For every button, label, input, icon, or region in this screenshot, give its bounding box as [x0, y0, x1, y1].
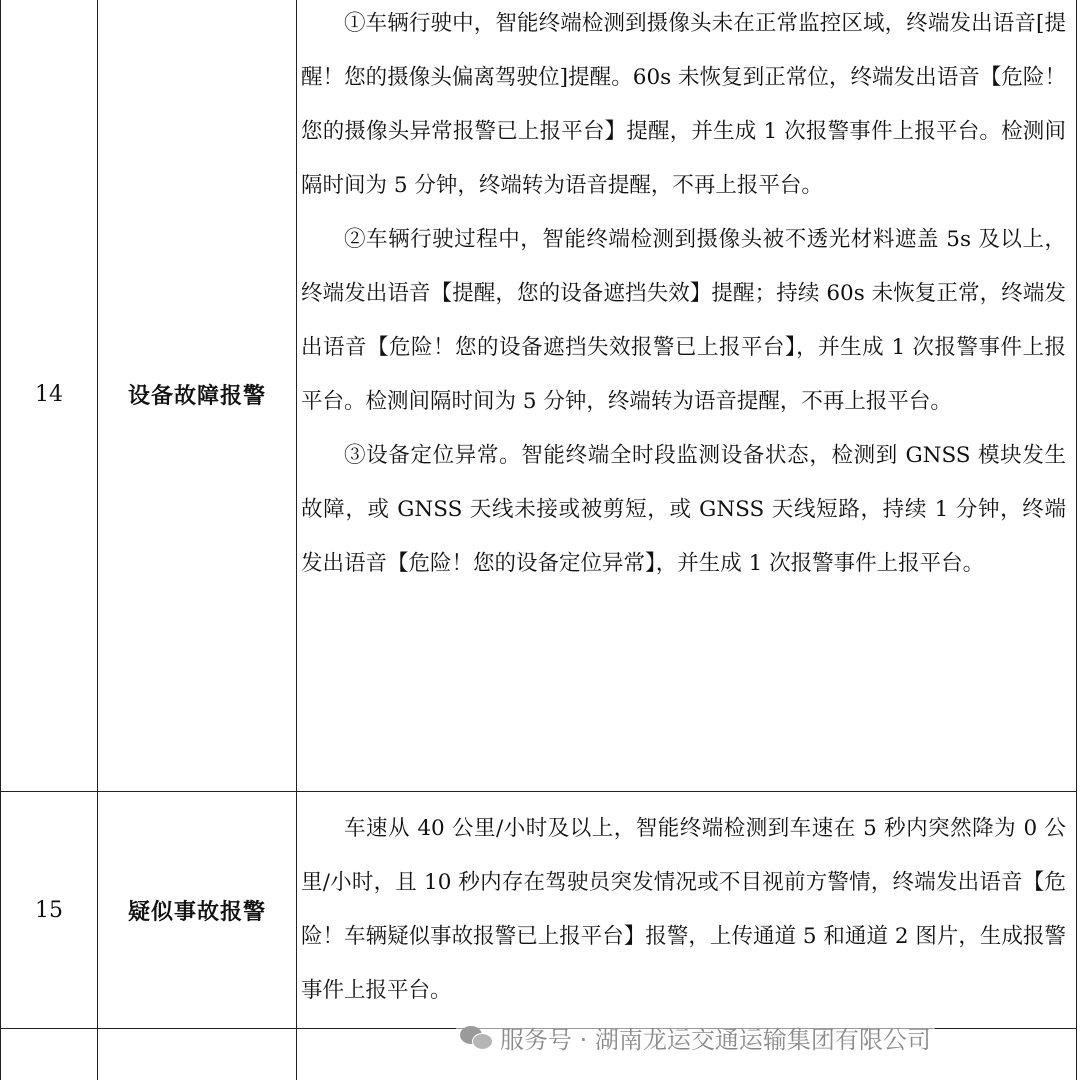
description-paragraph: 车速从 40 公里/小时及以上，智能终端检测到车速在 5 秒内突然降为 0 公里/小时，且 10 秒内存在驾驶员突发情况或不目视前方警情，终端发出语音【危险！车辆疑似事故报警已上报平台】报警，上传通道 5 和通道 2 图片，生成报警事件上报平台。 — [301, 816, 1066, 1003]
table-row — [1, 0, 1077, 792]
alarm-description — [297, 0, 1077, 792]
watermark-text: 服务号 · 湖南龙运交通运输集团有限公司 — [500, 1026, 931, 1054]
empty-cell — [98, 1029, 297, 1080]
table-row — [1, 792, 1077, 1029]
description-paragraph: ②车辆行驶过程中，智能终端检测到摄像头被不透光材料遮盖 5s 及以上，终端发出语音【提醒，您的设备遮挡失效】提醒；持续 60s 未恢复正常，终端发出语音【危险！您的设备遮挡失效报警已上报平台】，并生成 1 次报警事件上报平台。检测间隔时间为 5 分钟，终端转为语音提醒，不再上报平台。 — [301, 227, 1066, 414]
alarm-description — [297, 792, 1077, 1029]
row-number: 15 — [1, 792, 98, 1029]
watermark — [456, 1018, 935, 1057]
description-paragraph: ①车辆行驶中，智能终端检测到摄像头未在正常监控区域，终端发出语音[提醒！您的摄像头偏离驾驶位]提醒。60s 未恢复到正常位，终端发出语音【危险！您的摄像头异常报警已上报平台】提醒，并生成 1 次报警事件上报平台。检测间隔时间为 5 分钟，终端转为语音提醒，不再上报平台。 — [301, 11, 1066, 198]
row-number: 14 — [1, 0, 98, 792]
description-paragraph: ③设备定位异常。智能终端全时段监测设备状态，检测到 GNSS 模块发生故障，或 GNSS 天线未接或被剪短，或 GNSS 天线短路，持续 1 分钟，终端发出语音【危险！您的设备定位异常】，并生成 1 次报警事件上报平台。 — [301, 443, 1066, 576]
alarm-name: 设备故障报警 — [98, 0, 297, 792]
empty-cell — [1, 1029, 98, 1080]
wechat-icon — [460, 1024, 492, 1052]
alarm-name: 疑似事故报警 — [98, 792, 297, 1029]
